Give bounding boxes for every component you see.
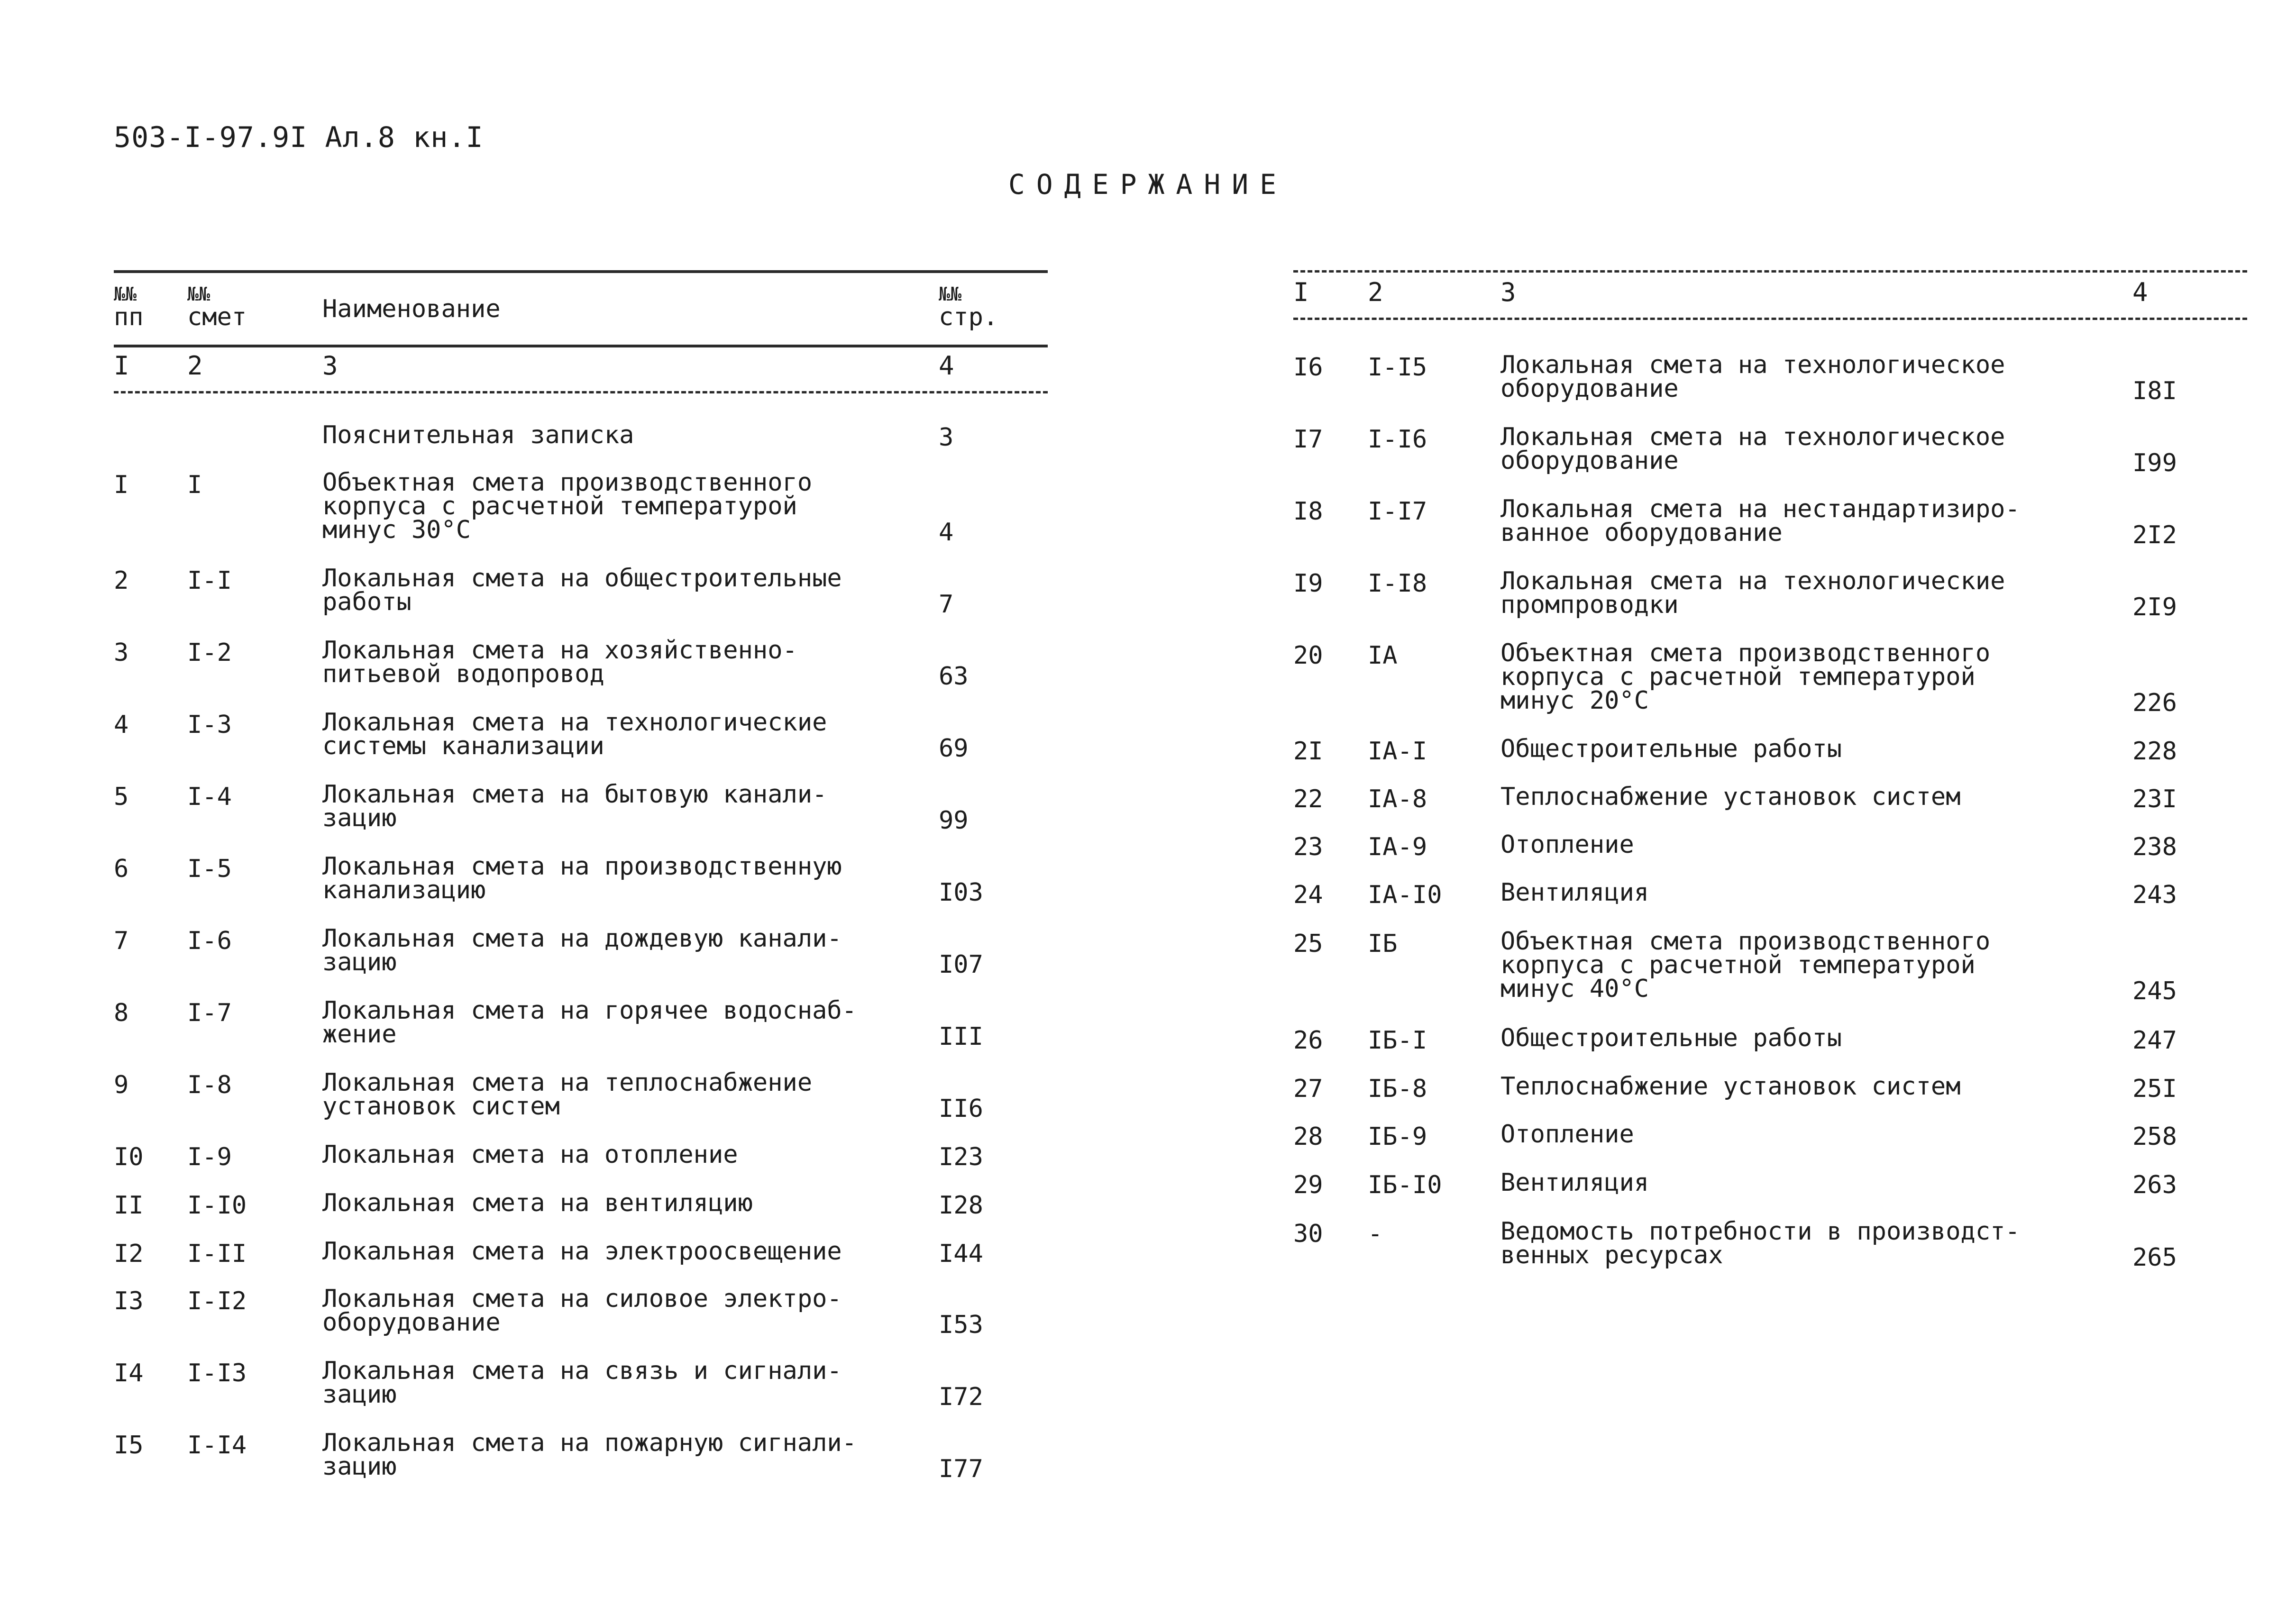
row-number: 2 bbox=[114, 566, 129, 595]
item-name: Объектная смета производственного корпуса с расчетной температурой минус 40°С bbox=[1500, 927, 1991, 1003]
row-number: 3 bbox=[114, 639, 129, 667]
item-name: Объектная смета производственного корпуса с расчетной температурой минус 20°С bbox=[1500, 639, 1991, 715]
estimate-code: IА-I0 bbox=[1368, 881, 1442, 909]
estimate-code: I-I bbox=[187, 566, 232, 595]
item-name: Локальная смета на технологическое оборудование bbox=[1500, 423, 2005, 475]
page-number: II6 bbox=[939, 1095, 983, 1123]
item-name: Локальная смета на технологические промпроводки bbox=[1500, 567, 2005, 619]
row-number: 25 bbox=[1293, 930, 1323, 958]
page-number: I53 bbox=[939, 1311, 983, 1339]
row-number: 26 bbox=[1293, 1026, 1323, 1055]
row-number: I bbox=[114, 471, 129, 499]
estimate-code: IА bbox=[1368, 641, 1398, 670]
table-top-rule bbox=[1293, 270, 2247, 273]
row-number: I3 bbox=[114, 1287, 144, 1315]
header-col3: Наименование bbox=[322, 295, 501, 323]
estimate-code: I-6 bbox=[187, 927, 232, 955]
column-number: 2 bbox=[187, 351, 203, 381]
column-number-rule bbox=[1293, 318, 2247, 320]
header-col1: №№ пп bbox=[114, 283, 144, 331]
item-name: Локальная смета на производственную канализацию bbox=[322, 852, 842, 904]
row-number: 9 bbox=[114, 1071, 129, 1099]
column-number: 4 bbox=[939, 351, 954, 381]
page-number: 2I9 bbox=[2132, 593, 2177, 621]
item-name: Локальная смета на электроосвещение bbox=[322, 1237, 842, 1266]
estimate-code: I-2 bbox=[187, 639, 232, 667]
page-number: 247 bbox=[2132, 1026, 2177, 1055]
page-number: 4 bbox=[939, 518, 954, 547]
item-name: Локальная смета на связь и сигнали- зацию bbox=[322, 1357, 842, 1409]
estimate-code: IБ-I0 bbox=[1368, 1171, 1442, 1199]
estimate-code: I-7 bbox=[187, 999, 232, 1027]
column-number-rule bbox=[114, 391, 1048, 393]
row-number: 28 bbox=[1293, 1122, 1323, 1151]
item-name: Общестроительные работы bbox=[1500, 1024, 1842, 1052]
estimate-code: IА-8 bbox=[1368, 785, 1427, 813]
item-name: Отопление bbox=[1500, 830, 1634, 859]
estimate-code: I-3 bbox=[187, 711, 232, 739]
row-number: 7 bbox=[114, 927, 129, 955]
row-number: 2I bbox=[1293, 737, 1323, 766]
row-number: 5 bbox=[114, 783, 129, 811]
page-number: 63 bbox=[939, 662, 969, 691]
item-name: Локальная смета на общестроительные работы bbox=[322, 564, 842, 616]
column-number: 2 bbox=[1368, 277, 1383, 307]
estimate-code: IБ-8 bbox=[1368, 1075, 1427, 1103]
page-number: 23I bbox=[2132, 785, 2177, 813]
row-number: 20 bbox=[1293, 641, 1323, 670]
page-number: I07 bbox=[939, 950, 983, 979]
estimate-code: I-9 bbox=[187, 1143, 232, 1171]
page-number: 2I2 bbox=[2132, 521, 2177, 549]
item-name: Локальная смета на горячее водоснаб- жение bbox=[322, 996, 857, 1049]
page-number: I77 bbox=[939, 1455, 983, 1483]
header-col4: №№ стр. bbox=[939, 283, 998, 331]
item-name: Локальная смета на силовое электро- оборудование bbox=[322, 1285, 842, 1337]
column-number: 3 bbox=[1500, 277, 1516, 307]
page-number: 245 bbox=[2132, 977, 2177, 1005]
estimate-code: - bbox=[1368, 1220, 1383, 1248]
row-number: 29 bbox=[1293, 1171, 1323, 1199]
row-number: I0 bbox=[114, 1143, 144, 1171]
page-number: I99 bbox=[2132, 449, 2177, 477]
estimate-code: I bbox=[187, 471, 202, 499]
item-name: Вентиляция bbox=[1500, 1168, 1649, 1197]
estimate-code: IА-I bbox=[1368, 737, 1427, 766]
row-number: 23 bbox=[1293, 833, 1323, 861]
estimate-code: IБ-I bbox=[1368, 1026, 1427, 1055]
estimate-code: I-I3 bbox=[187, 1359, 247, 1387]
item-name: Теплоснабжение установок систем bbox=[1500, 1072, 1961, 1101]
page-number: III bbox=[939, 1022, 983, 1051]
estimate-code: I-I4 bbox=[187, 1431, 247, 1460]
page-number: I72 bbox=[939, 1383, 983, 1411]
row-number: I6 bbox=[1293, 353, 1323, 382]
estimate-code: IА-9 bbox=[1368, 833, 1427, 861]
row-number: 24 bbox=[1293, 881, 1323, 909]
estimate-code: IБ bbox=[1368, 930, 1398, 958]
item-name: Объектная смета производственного корпуса с расчетной температурой минус 30°С bbox=[322, 468, 813, 544]
item-name: Локальная смета на дождевую канали- зацию bbox=[322, 924, 842, 976]
column-number: 4 bbox=[2132, 277, 2148, 307]
row-number: I4 bbox=[114, 1359, 144, 1387]
page-number: 99 bbox=[939, 806, 969, 835]
item-name: Локальная смета на технологическое оборудование bbox=[1500, 351, 2005, 403]
page-number: 3 bbox=[939, 423, 954, 452]
row-number: I8 bbox=[1293, 497, 1323, 526]
item-name: Локальная смета на бытовую канали- зацию bbox=[322, 780, 827, 832]
page-number: 263 bbox=[2132, 1171, 2177, 1199]
page-number: I28 bbox=[939, 1191, 983, 1220]
estimate-code: IБ-9 bbox=[1368, 1122, 1427, 1151]
page-number: 25I bbox=[2132, 1075, 2177, 1103]
row-number: I5 bbox=[114, 1431, 144, 1460]
item-name: Общестроительные работы bbox=[1500, 735, 1842, 763]
page-number: 226 bbox=[2132, 689, 2177, 717]
row-number: 27 bbox=[1293, 1075, 1323, 1103]
item-name: Локальная смета на технологические системы канализации bbox=[322, 708, 827, 760]
row-number: I2 bbox=[114, 1240, 144, 1268]
item-name: Ведомость потребности в производст- венных ресурсах bbox=[1500, 1217, 2020, 1269]
estimate-code: I-5 bbox=[187, 855, 232, 883]
estimate-code: I-4 bbox=[187, 783, 232, 811]
page-number: 7 bbox=[939, 590, 954, 619]
page-number: 228 bbox=[2132, 737, 2177, 766]
estimate-code: I-I5 bbox=[1368, 353, 1427, 382]
item-name: Пояснительная записка bbox=[322, 421, 634, 449]
row-number: 6 bbox=[114, 855, 129, 883]
column-number: I bbox=[1293, 277, 1309, 307]
row-number: I7 bbox=[1293, 425, 1323, 454]
header-col2: №№ смет bbox=[187, 283, 247, 331]
estimate-code: I-I7 bbox=[1368, 497, 1427, 526]
page-title: СОДЕРЖАНИЕ bbox=[1008, 168, 1288, 201]
estimate-code: I-I2 bbox=[187, 1287, 247, 1315]
item-name: Локальная смета на нестандартизиро- ванное оборудование bbox=[1500, 495, 2020, 547]
estimate-code: I-I6 bbox=[1368, 425, 1427, 454]
row-number: 22 bbox=[1293, 785, 1323, 813]
document-code: 503-I-97.9I Ал.8 кн.I bbox=[114, 121, 484, 154]
estimate-code: I-8 bbox=[187, 1071, 232, 1099]
row-number: II bbox=[114, 1191, 144, 1220]
page-number: I23 bbox=[939, 1143, 983, 1171]
item-name: Отопление bbox=[1500, 1120, 1634, 1149]
page-number: 243 bbox=[2132, 881, 2177, 909]
header-rule bbox=[114, 345, 1048, 347]
row-number: I9 bbox=[1293, 569, 1323, 598]
estimate-code: I-II bbox=[187, 1240, 247, 1268]
item-name: Локальная смета на теплоснабжение установок систем bbox=[322, 1068, 813, 1121]
page-number: 69 bbox=[939, 734, 969, 763]
estimate-code: I-I8 bbox=[1368, 569, 1427, 598]
item-name: Локальная смета на вентиляцию bbox=[322, 1189, 753, 1217]
column-number: 3 bbox=[322, 351, 338, 381]
table-top-rule bbox=[114, 270, 1048, 273]
item-name: Локальная смета на хозяйственно- питьевой водопровод bbox=[322, 636, 797, 688]
page-number: I44 bbox=[939, 1240, 983, 1268]
column-number: I bbox=[114, 351, 129, 381]
row-number: 4 bbox=[114, 711, 129, 739]
estimate-code: I-I0 bbox=[187, 1191, 247, 1220]
page-number: 258 bbox=[2132, 1122, 2177, 1151]
row-number: 30 bbox=[1293, 1220, 1323, 1248]
item-name: Теплоснабжение установок систем bbox=[1500, 783, 1961, 811]
page-number: I03 bbox=[939, 878, 983, 907]
item-name: Локальная смета на пожарную сигнали- зацию bbox=[322, 1429, 857, 1481]
page-number: 265 bbox=[2132, 1243, 2177, 1272]
item-name: Вентиляция bbox=[1500, 878, 1649, 907]
row-number: 8 bbox=[114, 999, 129, 1027]
page-number: I8I bbox=[2132, 377, 2177, 405]
page-number: 238 bbox=[2132, 833, 2177, 861]
item-name: Локальная смета на отопление bbox=[322, 1140, 738, 1169]
